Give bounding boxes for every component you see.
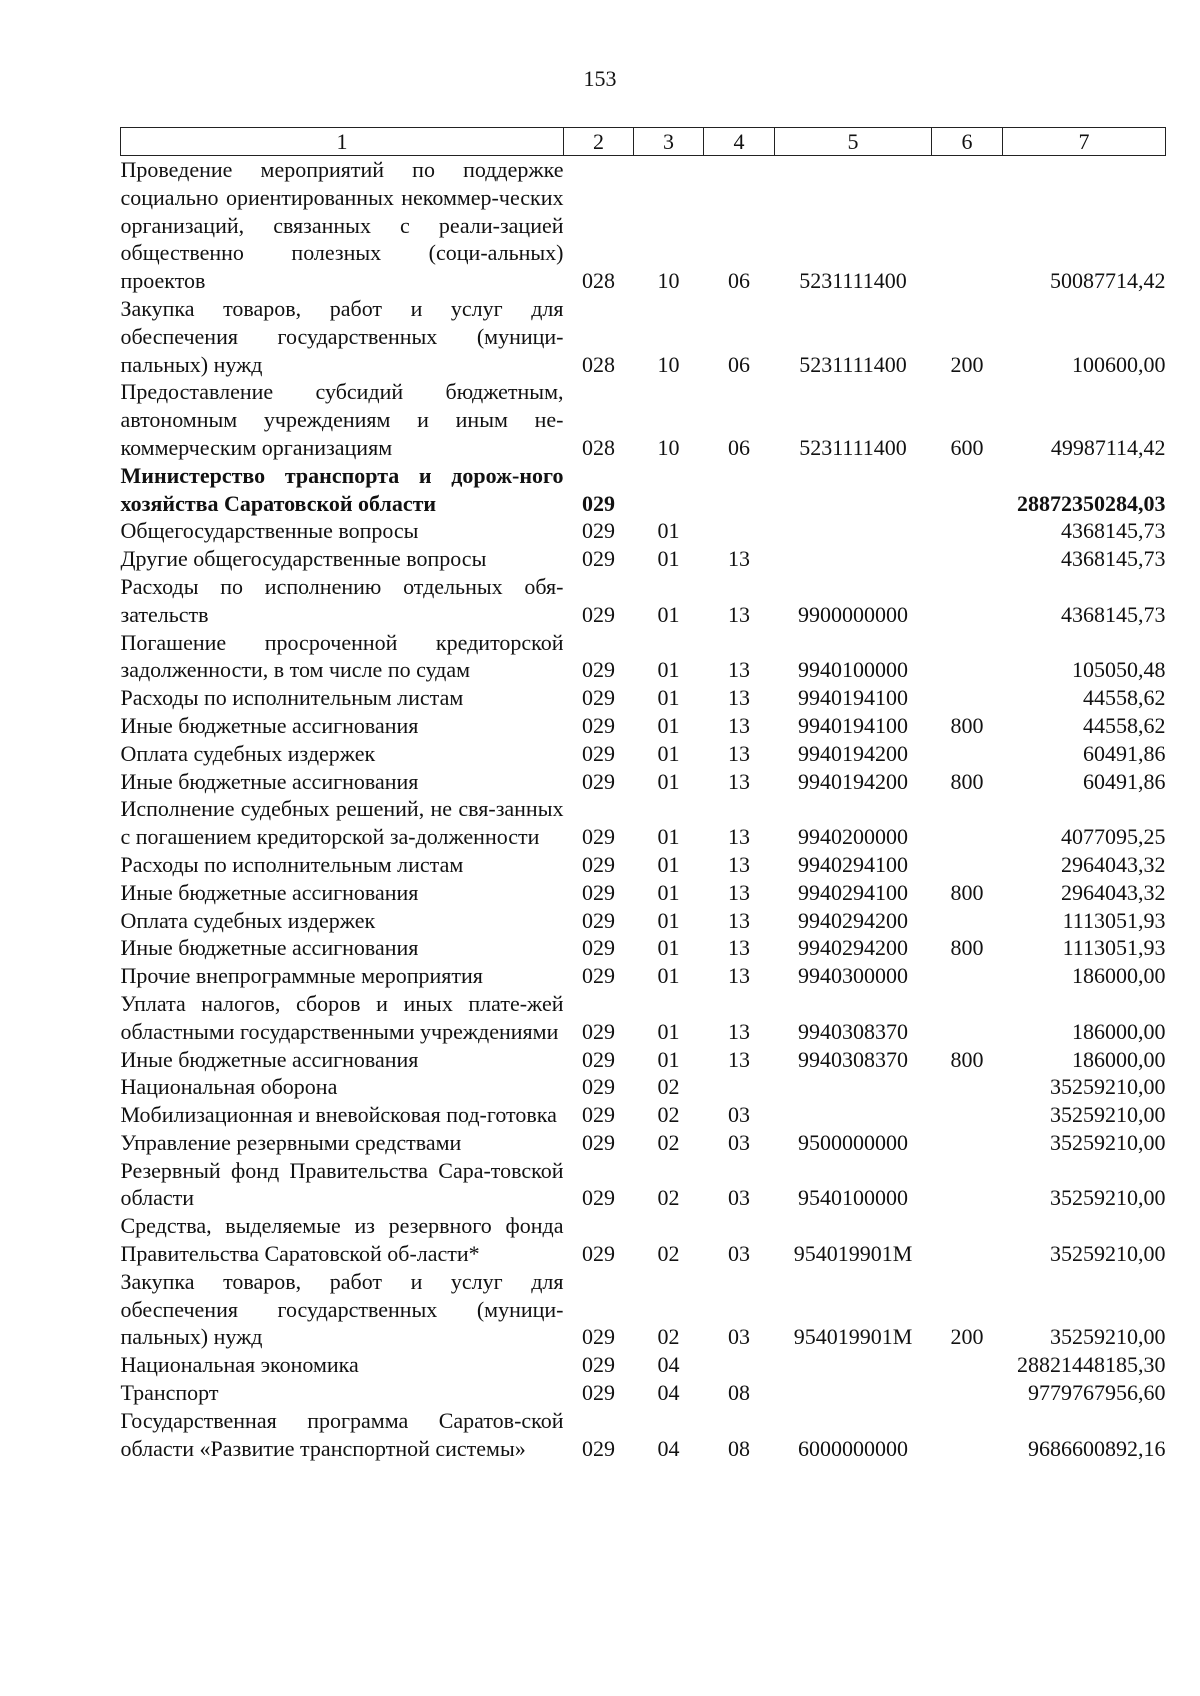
row-col-4: 13 bbox=[728, 907, 750, 933]
row-col-5: 9940300000 bbox=[798, 963, 908, 989]
row-col-4: 03 bbox=[728, 1129, 750, 1155]
row-col-4: 13 bbox=[728, 740, 750, 766]
row-col-6 bbox=[932, 156, 1003, 295]
row-col-6 bbox=[932, 684, 1003, 712]
table-row bbox=[121, 740, 1166, 768]
row-col-3: 01 bbox=[657, 824, 680, 850]
row-col-5 bbox=[775, 1351, 932, 1379]
row-col-5: 6000000000 bbox=[798, 1435, 908, 1461]
row-col-7: 35259210,00 bbox=[1050, 1129, 1166, 1155]
table-row bbox=[121, 934, 1166, 962]
row-col-5: 9940294100 bbox=[798, 879, 908, 905]
table-row bbox=[121, 629, 1166, 685]
row-col-4 bbox=[704, 462, 775, 518]
table-row bbox=[121, 962, 1166, 990]
header-col-2: 2 bbox=[564, 128, 634, 156]
row-col-6: 800 bbox=[950, 1046, 984, 1072]
row-col-7: 28872350284,03 bbox=[1017, 490, 1166, 516]
row-col-2: 029 bbox=[582, 1046, 615, 1072]
row-col-3: 01 bbox=[657, 768, 680, 794]
row-col-3: 01 bbox=[657, 907, 680, 933]
row-col-2: 028 bbox=[582, 351, 615, 377]
row-col-6 bbox=[932, 573, 1003, 629]
row-col-3: 04 bbox=[657, 1435, 680, 1461]
row-name: Управление резервными средствами bbox=[120, 1129, 462, 1155]
row-col-2: 029 bbox=[582, 935, 615, 961]
row-col-6 bbox=[932, 962, 1003, 990]
row-col-7: 1113051,93 bbox=[1062, 907, 1166, 933]
row-col-4: 13 bbox=[728, 1018, 750, 1044]
row-col-7: 1113051,93 bbox=[1062, 935, 1166, 961]
row-col-7: 35259210,00 bbox=[1050, 1324, 1166, 1350]
row-col-2: 029 bbox=[582, 1129, 615, 1155]
row-col-7: 2964043,32 bbox=[1061, 879, 1166, 905]
row-col-3: 01 bbox=[657, 963, 680, 989]
row-col-7: 35259210,00 bbox=[1050, 1241, 1166, 1267]
row-col-7: 60491,86 bbox=[1083, 768, 1166, 794]
table-row bbox=[121, 907, 1166, 935]
row-col-6 bbox=[932, 517, 1003, 545]
row-col-3: 10 bbox=[657, 434, 680, 460]
row-col-7: 49987114,42 bbox=[1050, 434, 1166, 460]
row-col-6: 600 bbox=[950, 434, 984, 460]
row-col-2: 029 bbox=[582, 1074, 615, 1100]
row-col-3: 01 bbox=[657, 879, 680, 905]
row-col-7: 44558,62 bbox=[1083, 685, 1166, 711]
row-name: Иные бюджетные ассигнования bbox=[120, 768, 419, 794]
row-col-2: 029 bbox=[582, 1241, 615, 1267]
row-name: Иные бюджетные ассигнования bbox=[120, 879, 419, 905]
row-col-2: 029 bbox=[582, 768, 615, 794]
row-col-3: 01 bbox=[657, 601, 680, 627]
row-col-3: 02 bbox=[657, 1129, 680, 1155]
row-col-3: 01 bbox=[657, 546, 680, 572]
row-col-5: 9940294200 bbox=[798, 935, 908, 961]
table-row bbox=[121, 378, 1166, 461]
row-col-5: 9540100000 bbox=[798, 1185, 908, 1211]
row-col-6: 800 bbox=[950, 712, 984, 738]
row-col-5: 9940294200 bbox=[798, 907, 908, 933]
row-col-5: 5231111400 bbox=[799, 268, 907, 294]
row-col-5: 5231111400 bbox=[799, 351, 907, 377]
table-row bbox=[121, 517, 1166, 545]
row-col-5: 9940200000 bbox=[798, 824, 908, 850]
row-col-7: 2964043,32 bbox=[1061, 851, 1166, 877]
row-col-3: 01 bbox=[657, 1018, 680, 1044]
row-col-4: 06 bbox=[728, 268, 750, 294]
table-row bbox=[121, 1129, 1166, 1157]
row-col-2: 029 bbox=[582, 490, 615, 516]
row-name: Уплата налогов, сборов и иных плате-жей областными государственными учреждениями bbox=[120, 990, 564, 1044]
row-col-6 bbox=[932, 1129, 1003, 1157]
row-col-2: 029 bbox=[582, 1102, 615, 1128]
row-col-5: 9940194100 bbox=[798, 712, 908, 738]
row-col-7: 35259210,00 bbox=[1050, 1102, 1166, 1128]
row-col-2: 029 bbox=[582, 601, 615, 627]
row-name: Закупка товаров, работ и услуг для обеспечения государственных (муници-пальных) нужд bbox=[120, 295, 564, 377]
row-name: Оплата судебных издержек bbox=[120, 740, 376, 766]
row-col-5: 9500000000 bbox=[798, 1129, 908, 1155]
table-row bbox=[121, 1157, 1166, 1213]
header-row bbox=[121, 128, 1166, 156]
table-row bbox=[121, 712, 1166, 740]
row-col-5 bbox=[775, 1101, 932, 1129]
row-col-2: 029 bbox=[582, 1352, 615, 1378]
row-col-7: 28821448185,30 bbox=[1017, 1352, 1166, 1378]
row-col-7: 9686600892,16 bbox=[1028, 1435, 1166, 1461]
row-name: Погашение просроченной кредиторской задолженности, в том числе по судам bbox=[120, 629, 564, 683]
header-col-4: 4 bbox=[704, 128, 775, 156]
row-col-7: 4077095,25 bbox=[1061, 824, 1166, 850]
row-col-3 bbox=[634, 462, 704, 518]
row-col-4: 13 bbox=[728, 851, 750, 877]
row-col-2: 029 bbox=[582, 1435, 615, 1461]
row-name: Расходы по исполнению отдельных обя-зательств bbox=[120, 573, 564, 627]
row-col-6 bbox=[932, 1379, 1003, 1407]
row-col-4: 13 bbox=[728, 935, 750, 961]
row-col-6 bbox=[932, 1073, 1003, 1101]
row-name: Другие общегосударственные вопросы bbox=[120, 546, 487, 572]
table-row bbox=[121, 462, 1166, 518]
row-name: Национальная оборона bbox=[120, 1074, 338, 1100]
row-col-5: 9940194200 bbox=[798, 768, 908, 794]
table-body bbox=[121, 156, 1166, 1463]
row-col-4: 13 bbox=[728, 768, 750, 794]
row-col-5: 9900000000 bbox=[798, 601, 908, 627]
row-name: Закупка товаров, работ и услуг для обеспечения государственных (муници-пальных) нужд bbox=[120, 1268, 564, 1350]
row-col-4: 03 bbox=[728, 1185, 750, 1211]
row-name: Мобилизационная и вневойсковая под-готовка bbox=[120, 1102, 557, 1128]
row-col-6 bbox=[932, 1407, 1003, 1463]
page-number: 153 bbox=[583, 66, 617, 91]
row-col-7: 186000,00 bbox=[1072, 1018, 1166, 1044]
table-row bbox=[121, 1351, 1166, 1379]
row-col-5: 9940294100 bbox=[798, 851, 908, 877]
row-col-6 bbox=[932, 629, 1003, 685]
row-col-6: 800 bbox=[950, 935, 984, 961]
row-col-3: 01 bbox=[657, 657, 680, 683]
row-col-4: 08 bbox=[728, 1435, 750, 1461]
row-col-3: 02 bbox=[657, 1074, 680, 1100]
header-col-3: 3 bbox=[634, 128, 704, 156]
row-col-7: 4368145,73 bbox=[1061, 518, 1166, 544]
row-col-6 bbox=[932, 545, 1003, 573]
row-col-4: 13 bbox=[728, 712, 750, 738]
row-name: Национальная экономика bbox=[120, 1352, 359, 1378]
row-col-2: 028 bbox=[582, 268, 615, 294]
row-col-3: 01 bbox=[657, 740, 680, 766]
row-col-5: 9940194200 bbox=[798, 740, 908, 766]
row-col-4: 13 bbox=[728, 685, 750, 711]
row-col-3: 01 bbox=[657, 685, 680, 711]
row-col-5: 954019901М bbox=[793, 1324, 913, 1350]
row-name: Иные бюджетные ассигнования bbox=[120, 935, 419, 961]
row-name: Прочие внепрограммные мероприятия bbox=[120, 963, 483, 989]
row-col-2: 029 bbox=[582, 879, 615, 905]
row-col-4 bbox=[704, 1073, 775, 1101]
row-col-4: 13 bbox=[728, 1046, 750, 1072]
row-col-5: 9940308370 bbox=[798, 1046, 908, 1072]
row-name: Министерство транспорта и дорож-ного хозяйства Саратовской области bbox=[120, 462, 564, 516]
row-col-4: 03 bbox=[728, 1241, 750, 1267]
row-col-3: 01 bbox=[657, 935, 680, 961]
row-col-7: 4368145,73 bbox=[1061, 546, 1166, 572]
row-col-2: 029 bbox=[582, 907, 615, 933]
row-col-4: 13 bbox=[728, 546, 750, 572]
row-col-2: 029 bbox=[582, 1018, 615, 1044]
table-row bbox=[121, 1268, 1166, 1351]
row-col-3: 01 bbox=[657, 1046, 680, 1072]
row-col-4: 13 bbox=[728, 657, 750, 683]
row-col-5 bbox=[775, 517, 932, 545]
row-col-7: 186000,00 bbox=[1072, 963, 1166, 989]
table-row bbox=[121, 768, 1166, 796]
table-header bbox=[121, 128, 1166, 156]
table-row bbox=[121, 1379, 1166, 1407]
row-col-2: 029 bbox=[582, 1324, 615, 1350]
row-col-6 bbox=[932, 1351, 1003, 1379]
header-col-6: 6 bbox=[932, 128, 1003, 156]
row-col-3: 02 bbox=[657, 1102, 680, 1128]
table-row bbox=[121, 295, 1166, 378]
table-row bbox=[121, 1046, 1166, 1074]
header-col-7: 7 bbox=[1003, 128, 1166, 156]
table-row bbox=[121, 684, 1166, 712]
row-name: Государственная программа Саратов-ской области «Развитие транспортной системы» bbox=[120, 1407, 564, 1461]
row-col-5: 9940308370 bbox=[798, 1018, 908, 1044]
row-col-4 bbox=[704, 517, 775, 545]
row-col-2: 029 bbox=[582, 740, 615, 766]
header-col-5: 5 bbox=[775, 128, 932, 156]
header-col-1: 1 bbox=[121, 128, 564, 156]
row-col-6 bbox=[932, 990, 1003, 1046]
row-col-3: 04 bbox=[657, 1352, 680, 1378]
table-row bbox=[121, 990, 1166, 1046]
row-col-6: 200 bbox=[950, 1324, 984, 1350]
table-row bbox=[121, 573, 1166, 629]
row-col-6 bbox=[932, 462, 1003, 518]
row-col-5 bbox=[775, 1073, 932, 1101]
row-name: Проведение мероприятий по поддержке социально ориентированных некоммер-ческих организаций, связанных с реали-зацией общественно полезных (соци-альных) проектов bbox=[120, 157, 564, 294]
row-col-7: 35259210,00 bbox=[1050, 1185, 1166, 1211]
row-col-4: 13 bbox=[728, 824, 750, 850]
table-row bbox=[121, 156, 1166, 295]
row-name: Общегосударственные вопросы bbox=[120, 518, 419, 544]
row-col-5 bbox=[775, 1379, 932, 1407]
row-col-4: 06 bbox=[728, 434, 750, 460]
row-col-6 bbox=[932, 795, 1003, 851]
row-col-2: 029 bbox=[582, 712, 615, 738]
row-col-4: 13 bbox=[728, 963, 750, 989]
row-col-5: 5231111400 bbox=[799, 434, 907, 460]
row-col-3: 01 bbox=[657, 851, 680, 877]
row-col-5: 954019901М bbox=[793, 1241, 913, 1267]
row-col-2: 029 bbox=[582, 657, 615, 683]
row-col-2: 029 bbox=[582, 963, 615, 989]
row-col-2: 029 bbox=[582, 1185, 615, 1211]
row-name: Резервный фонд Правительства Сара-товской области bbox=[120, 1157, 564, 1211]
row-col-2: 029 bbox=[582, 546, 615, 572]
row-col-6: 200 bbox=[950, 351, 984, 377]
row-col-5: 9940194100 bbox=[798, 685, 908, 711]
row-col-4: 13 bbox=[728, 879, 750, 905]
row-name: Транспорт bbox=[120, 1380, 219, 1406]
row-col-4: 08 bbox=[728, 1380, 750, 1406]
row-col-6 bbox=[932, 1101, 1003, 1129]
row-col-4: 13 bbox=[728, 601, 750, 627]
row-col-4 bbox=[704, 1351, 775, 1379]
row-col-2: 029 bbox=[582, 824, 615, 850]
table-row bbox=[121, 1073, 1166, 1101]
row-col-4: 03 bbox=[728, 1102, 750, 1128]
row-col-3: 01 bbox=[657, 712, 680, 738]
row-name: Оплата судебных издержек bbox=[120, 907, 376, 933]
table-row bbox=[121, 1101, 1166, 1129]
row-col-6 bbox=[932, 851, 1003, 879]
table-row bbox=[121, 879, 1166, 907]
row-col-7: 9779767956,60 bbox=[1028, 1380, 1166, 1406]
row-col-7: 35259210,00 bbox=[1050, 1074, 1166, 1100]
row-col-6 bbox=[932, 740, 1003, 768]
row-col-2: 029 bbox=[582, 685, 615, 711]
row-col-7: 105050,48 bbox=[1072, 657, 1166, 683]
row-col-6 bbox=[932, 1212, 1003, 1268]
row-name: Иные бюджетные ассигнования bbox=[120, 1046, 419, 1072]
row-col-2: 029 bbox=[582, 1380, 615, 1406]
row-col-6: 800 bbox=[950, 879, 984, 905]
row-col-7: 44558,62 bbox=[1083, 712, 1166, 738]
row-col-4: 06 bbox=[728, 351, 750, 377]
row-col-2: 029 bbox=[582, 518, 615, 544]
row-name: Расходы по исполнительным листам bbox=[120, 685, 464, 711]
row-col-7: 186000,00 bbox=[1072, 1046, 1166, 1072]
row-col-7: 60491,86 bbox=[1083, 740, 1166, 766]
row-name: Расходы по исполнительным листам bbox=[120, 851, 464, 877]
row-name: Средства, выделяемые из резервного фонда Правительства Саратовской об-ласти* bbox=[120, 1213, 564, 1267]
row-col-6 bbox=[932, 907, 1003, 935]
row-col-6 bbox=[932, 1157, 1003, 1213]
row-col-3: 10 bbox=[657, 351, 680, 377]
row-name: Предоставление субсидий бюджетным, автономным учреждениям и иным не-коммерческим организациям bbox=[120, 379, 564, 460]
table-row bbox=[121, 795, 1166, 851]
row-col-3: 02 bbox=[657, 1185, 680, 1211]
budget-table bbox=[120, 127, 1166, 1462]
row-col-5: 9940100000 bbox=[798, 657, 908, 683]
row-col-7: 4368145,73 bbox=[1061, 601, 1166, 627]
row-col-5 bbox=[775, 462, 932, 518]
row-col-5 bbox=[775, 545, 932, 573]
row-col-7: 100600,00 bbox=[1072, 351, 1166, 377]
row-col-2: 028 bbox=[582, 434, 615, 460]
table-row bbox=[121, 851, 1166, 879]
row-col-4: 03 bbox=[728, 1324, 750, 1350]
row-col-3: 04 bbox=[657, 1380, 680, 1406]
table-row bbox=[121, 545, 1166, 573]
row-col-6: 800 bbox=[950, 768, 984, 794]
row-col-7: 50087714,42 bbox=[1050, 268, 1166, 294]
row-col-3: 02 bbox=[657, 1241, 680, 1267]
row-col-3: 01 bbox=[657, 518, 680, 544]
row-name: Исполнение судебных решений, не свя-занных с погашением кредиторской за-долженности bbox=[120, 796, 564, 850]
table-row bbox=[121, 1212, 1166, 1268]
row-name: Иные бюджетные ассигнования bbox=[120, 712, 419, 738]
row-col-3: 10 bbox=[657, 268, 680, 294]
row-col-3: 02 bbox=[657, 1324, 680, 1350]
row-col-2: 029 bbox=[582, 851, 615, 877]
table-row bbox=[121, 1407, 1166, 1463]
